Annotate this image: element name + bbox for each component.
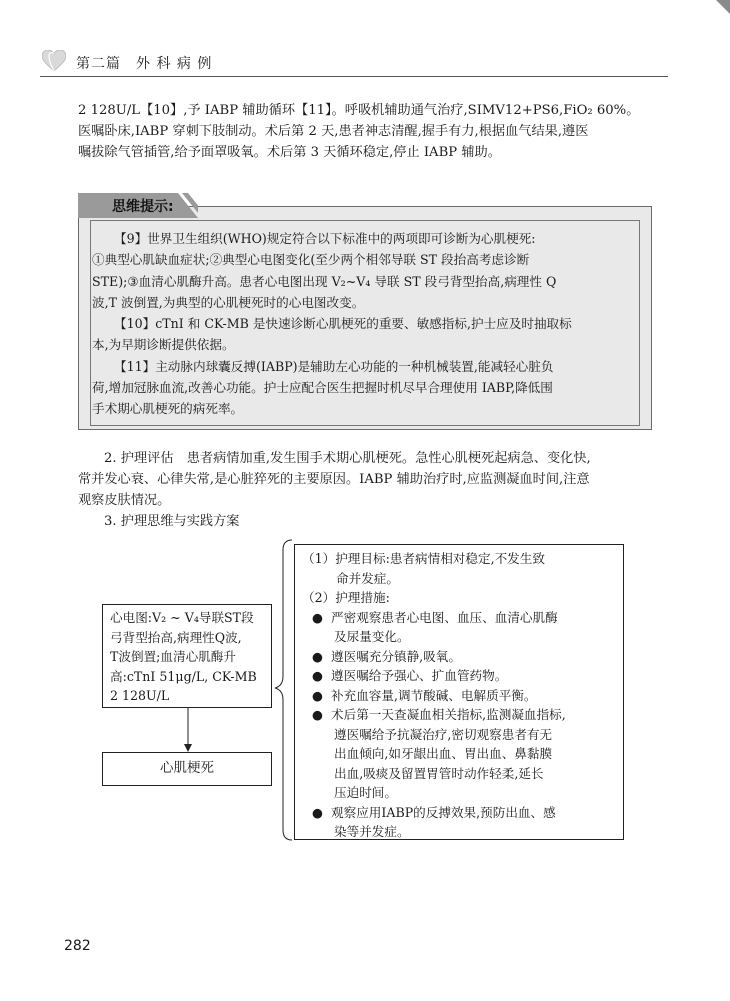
brace (275, 540, 292, 840)
arrow-head (184, 744, 192, 752)
evidence-line: 弓背型抬高,病理性Q波, (110, 629, 242, 645)
bullet-icon: ● (312, 804, 331, 820)
page-number: 282 (64, 938, 91, 954)
measure-item (312, 686, 566, 706)
hint-line: ①典型心肌缺血症状;②典型心电图变化(至少两个相邻导联 ST 段抬高考虑诊断 (92, 252, 530, 268)
plan-line: （2）护理措施: (302, 590, 390, 605)
plan-line: （1）护理目标:患者病情相对稳定,不发生致 (302, 551, 545, 566)
assessment-line: 常并发心衰、心律失常,是心脏猝死的主要原因。IABP 辅助治疗时,应监测凝血时间,注意 (78, 472, 590, 487)
section-heading: 3. 护理思维与实践方案 (104, 514, 240, 529)
assessment-line: 观察皮肤情况。 (78, 493, 171, 508)
measures-list (312, 608, 566, 842)
evidence-line: T波倒置;血清心肌酶升 (110, 649, 236, 664)
diagnosis-label: 心肌梗死 (160, 760, 214, 776)
plan-text (302, 549, 545, 608)
hint-line: 【9】世界卫生组织(WHO)规定符合以下标准中的两项即可诊断为心肌梗死: (114, 231, 536, 246)
measure-line: 遵医嘱充分镇静,吸氧。 (331, 648, 461, 664)
evidence-line: 心电图:V₂ ~ V₄导联ST段 (110, 610, 254, 625)
evidence-line: 高:cTnI 51μg/L, CK-MB (110, 668, 257, 684)
hint-line: 【11】主动脉内球囊反搏(IABP)是辅助左心功能的一种机械装置,能减轻心脏负 (114, 358, 554, 374)
hint-title: 思维提示: (112, 199, 174, 215)
measure-item (312, 647, 566, 667)
measure-line: 出血倾向,如牙龈出血、胃出血、鼻黏膜 (334, 746, 553, 761)
measure-line: 遵医嘱给予强心、扩血管药物。 (331, 668, 508, 683)
hint-line: 荷,增加冠脉血流,改善心功能。护士应配合医生把握时机尽早合理使用 IABP,降低围 (92, 380, 553, 396)
measure-item (312, 705, 566, 725)
hint-line: 手术期心肌梗死的病死率。 (92, 401, 244, 417)
hint-line: 【10】cTnI 和 CK-MB 是快速诊断心肌梗死的重要、敏感指标,护士应及时抽取标 (114, 316, 572, 332)
measure-line: 严密观察患者心电图、血压、血清心肌酶 (331, 609, 558, 625)
bullet-icon: ● (312, 707, 331, 722)
measure-item (312, 666, 566, 686)
hint-line: 波,T 波倒置,为典型的心肌梗死时的心电图改变。 (92, 294, 365, 310)
intro-line: 2 128U/L【10】,予 IABP 辅助循环【11】。呼吸机辅助通气治疗,SIMV12+PS6,FiO₂ 60%。 (78, 103, 640, 118)
page-header-title: 第二篇 外 科 病 例 (76, 56, 213, 72)
measure-line: 压迫时间。 (334, 785, 397, 800)
measure-line: 及尿量变化。 (334, 629, 410, 644)
measure-line: 遵医嘱给予抗凝治疗,密切观察患者有无 (334, 726, 553, 742)
measure-line: 观察应用IABP的反搏效果,预防出血、感 (331, 804, 556, 820)
intro-line: 医嘱卧床,IABP 穿刺下肢制动。术后第 2 天,患者神志清醒,握手有力,根据血气结果,遵医 (78, 124, 589, 139)
measure-line: 补充血容量,调节酸碱、电解质平衡。 (331, 687, 537, 703)
measure-line: 染等并发症。 (334, 824, 410, 839)
evidence-line: 2 128U/L (110, 688, 170, 703)
bullet-icon: ● (312, 609, 331, 625)
hint-line: 本,为早期诊断提供依据。 (92, 337, 235, 353)
hint-line: STE);③血清心肌酶升高。患者心电图出现 V₂~V₄ 导联 ST 段弓背型抬高,病理性 Q (92, 273, 557, 289)
bullet-icon: ● (312, 687, 331, 703)
assessment-line: 2. 护理评估 患者病情加重,发生围手术期心肌梗死。急性心肌梗死起病急、变化快, (104, 451, 591, 466)
measure-item (312, 608, 566, 628)
measure-line: 术后第一天查凝血相关指标,监测凝血指标, (331, 707, 566, 722)
plan-line: 命并发症。 (336, 570, 399, 586)
measure-line: 出血,吸痰及留置胃管时动作轻柔,延长 (334, 765, 544, 781)
intro-line: 嘱拔除气管插管,给予面罩吸氧。术后第 3 天循环稳定,停止 IABP 辅助。 (78, 145, 501, 160)
bullet-icon: ● (312, 648, 331, 664)
measure-item (312, 803, 566, 823)
bullet-icon: ● (312, 668, 331, 683)
